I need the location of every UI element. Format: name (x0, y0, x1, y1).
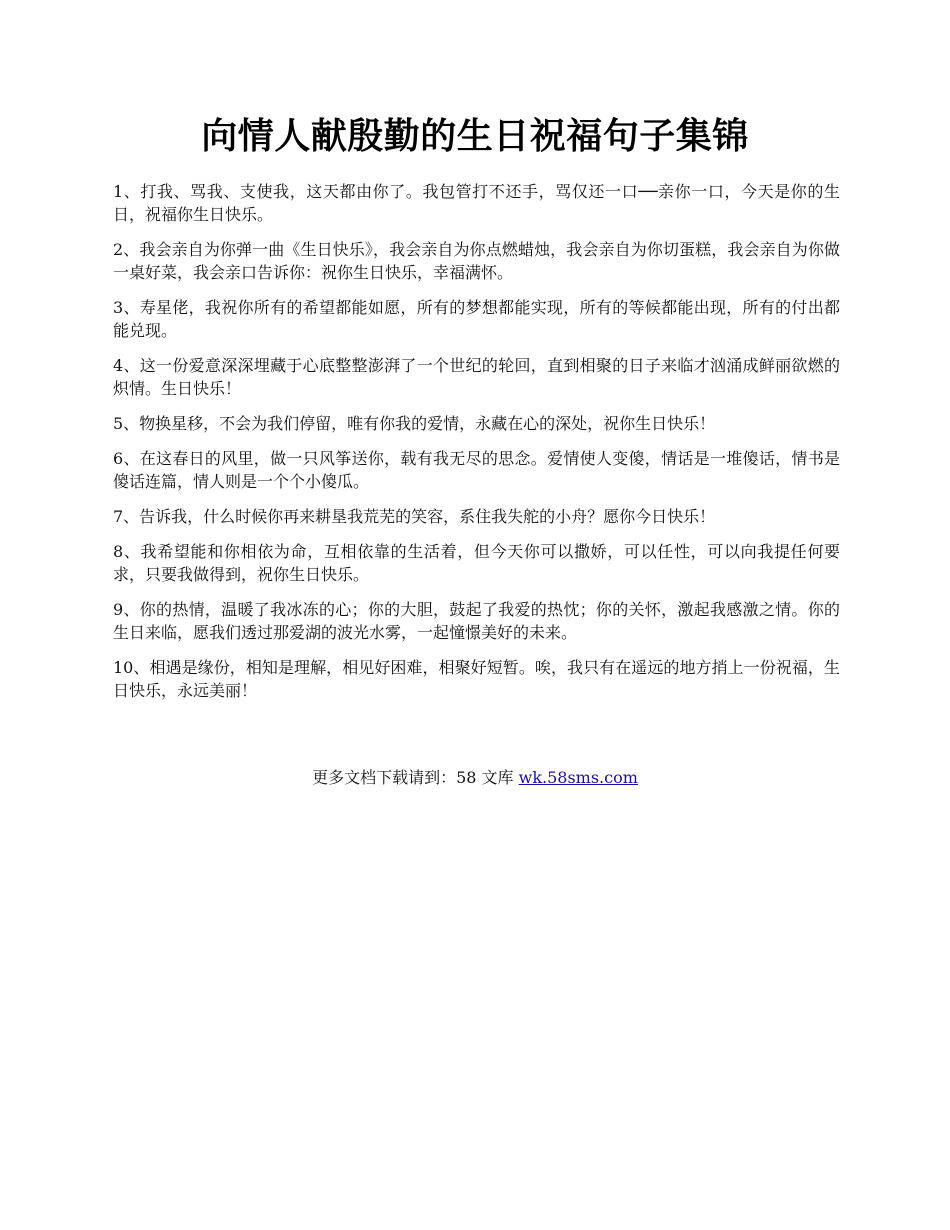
paragraph-7: 7、告诉我，什么时候你再来耕垦我荒芜的笑容，系住我失舵的小舟？愿你今日快乐！ (113, 507, 716, 526)
footer-link[interactable]: wk.58sms.com (518, 768, 638, 787)
paragraph-9: 9、你的热情，温暖了我冰冻的心；你的大胆，鼓起了我爱的热忱；你的关怀，激起我感激之情。你的生日来临，愿我们透过那爱湖的波光水雾，一起憧憬美好的未来。 (113, 600, 840, 642)
paragraph-10: 10、相遇是缘份，相知是理解，相见好困难，相聚好短暂。唉，我只有在遥远的地方捎上一份祝福，生日快乐，永远美丽！ (113, 658, 840, 700)
paragraph-5: 5、物换星移，不会为我们停留，唯有你我的爱情，永藏在心的深处，祝你生日快乐！ (113, 414, 716, 433)
paragraph-2: 2、我会亲自为你弹一曲《生日快乐》，我会亲自为你点燃蜡烛，我会亲自为你切蛋糕，我会亲自为你做一桌好菜，我会亲口告诉你：祝你生日快乐，幸福满怀。 (113, 240, 840, 282)
footer-prefix: 更多文档下载请到：58 文库 (312, 768, 519, 787)
paragraph-4: 4、这一份爱意深深埋藏于心底整整澎湃了一个世纪的轮回，直到相聚的日子来临才汹涌成鲜丽欲燃的炽情。生日快乐！ (113, 356, 840, 398)
footer-note (0, 766, 950, 790)
paragraph-3: 3、寿星佬，我祝你所有的希望都能如愿，所有的梦想都能实现，所有的等候都能出现，所有的付出都能兑现。 (113, 298, 840, 340)
paragraph-8: 8、我希望能和你相依为命，互相依靠的生活着，但今天你可以撒娇，可以任性，可以向我提任何要求，只要我做得到，祝你生日快乐。 (113, 542, 840, 584)
paragraph-1: 1、打我、骂我、支使我，这天都由你了。我包管打不还手，骂仅还一口──亲你一口，今天是你的生日，祝福你生日快乐。 (113, 182, 840, 224)
document-body (113, 180, 840, 714)
paragraph-6: 6、在这春日的风里，做一只风筝送你，载有我无尽的思念。爱情使人变傻，情话是一堆傻话，情书是傻话连篇，情人则是一个个小傻瓜。 (113, 449, 840, 491)
page-title: 向情人献殷勤的生日祝福句子集锦 (201, 115, 749, 157)
